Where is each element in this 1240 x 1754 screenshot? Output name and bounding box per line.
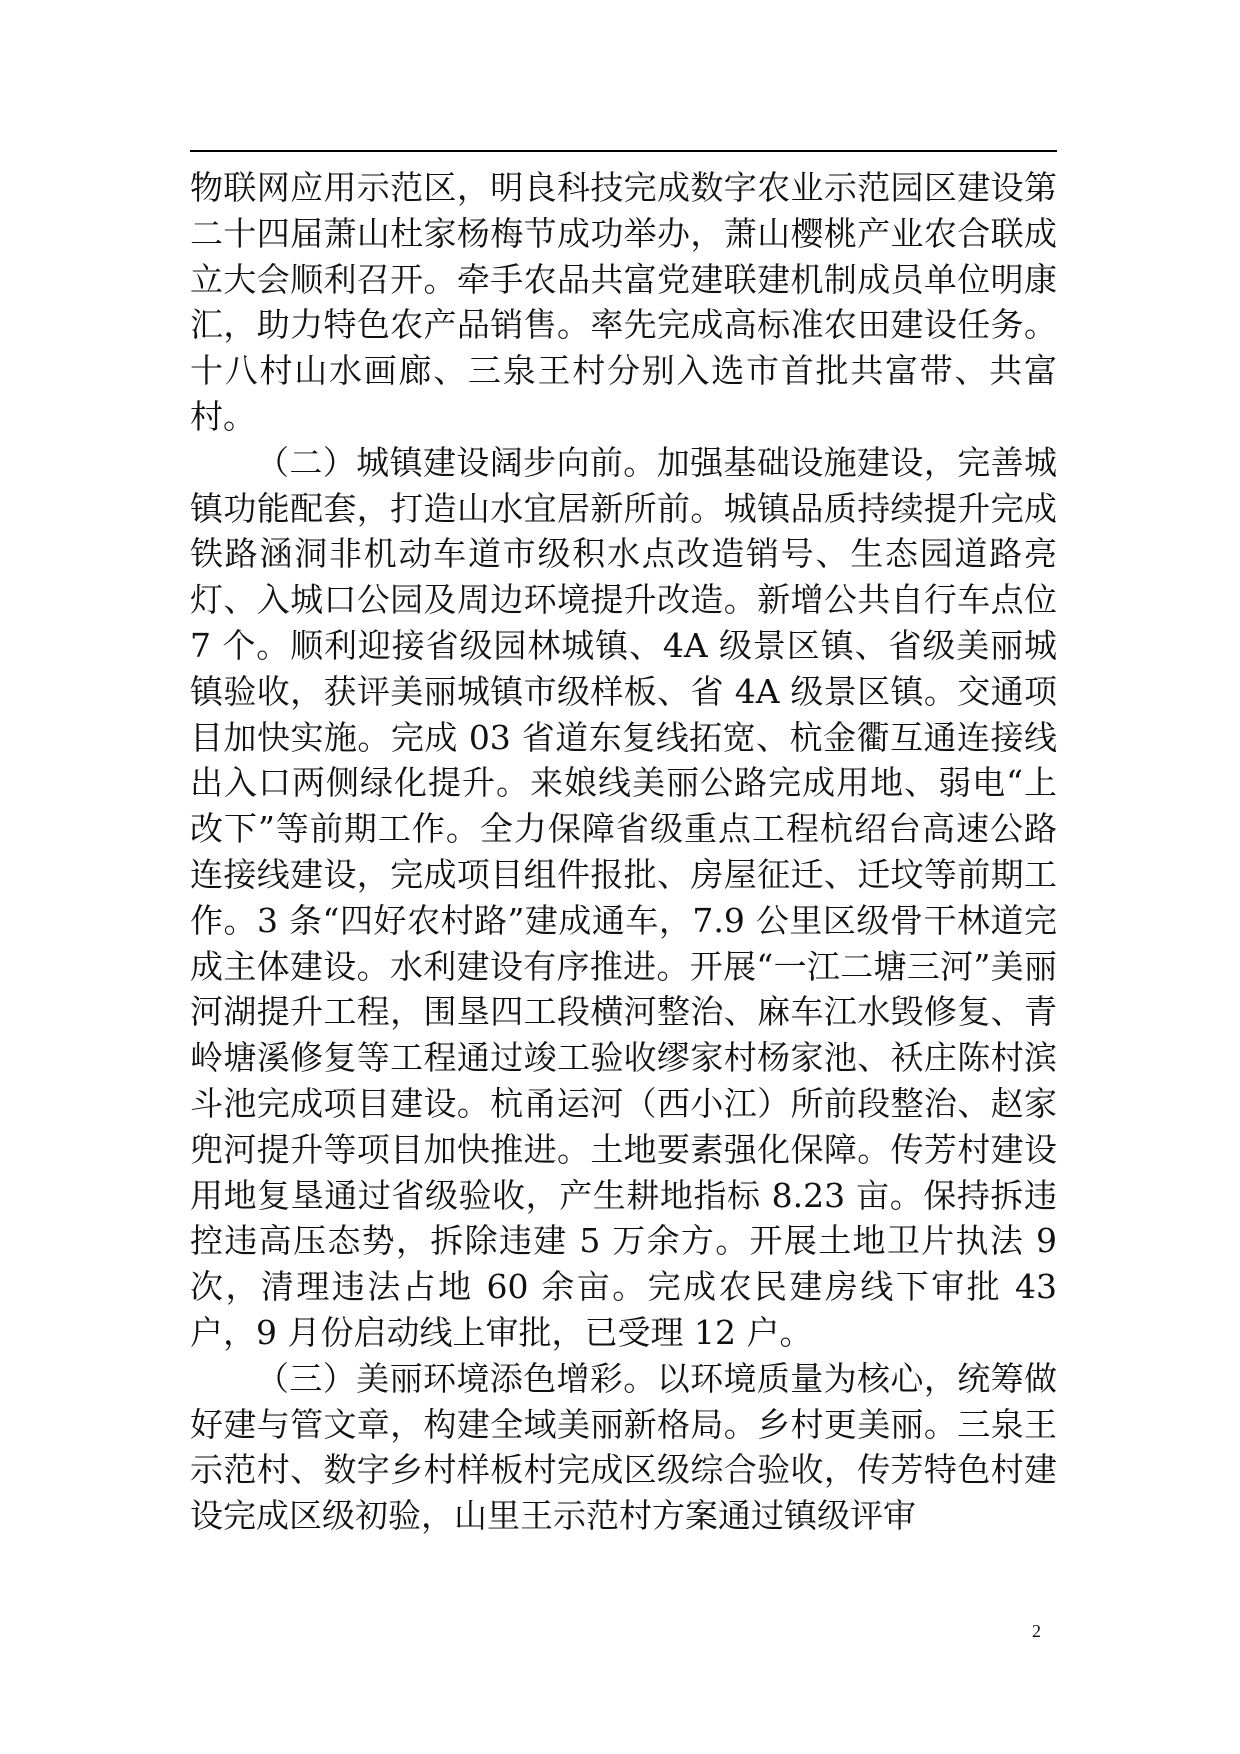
paragraph-town-construction: （二）城镇建设阔步向前。加强基础设施建设，完善城镇功能配套，打造山水宜居新所前。城镇品质持续提升完成铁路涵洞非机动车道市级积水点改造销号、生态园道路亮灯、入城口公园及周边环境提升改造。新增公共自行车点位 7 个。顺利迎接省级园林城镇、4A 级景区镇、省级美丽城镇验收，获评美丽城镇市级样板、省 4A 级景区镇。交通项目加快实施。完成 03 省道东复线拓宽、杭金衢互通连接线出入口两侧绿化提升。来娘线美丽公路完成用地、弱电“上改下”等前期工作。全力保障省级重点工程杭绍台高速公路连接线建设，完成项目组件报批、房屋征迁、迁坟等前期工作。3 条“四好农村路”建成通车，7.9 公里区级骨干林道完成主体建设。水利建设有序推进。开展“一江二塘三河”美丽河湖提升工程，围垦四工段横河整治、麻车江水毁修复、青岭塘溪修复等工程通过竣工验收缪家村杨家池、袄庄陈村滨斗池完成项目建设。杭甬运河（西小江）所前段整治、赵家兜河提升等项目加快推进。土地要素强化保障。传芳村建设用地复垦通过省级验收，产生耕地指标 8.23 亩。保持拆违控违高压态势，拆除违建 5 万余方。开展土地卫片执法 9 次，清理违法占地 60 余亩。完成农民建房线下审批 43 户，9 月份启动线上审批，已受理 12 户。 (190, 442, 1057, 1352)
header-rule (190, 150, 1057, 152)
paragraph-beautiful-environment: （三）美丽环境添色增彩。以环境质量为核心，统筹做好建与管文章，构建全域美丽新格局。乡村更美丽。三泉王示范村、数字乡村样板村完成区级综合验收，传芳特色村建设完成区级初验，山里王示范村方案通过镇级评审 (190, 1358, 1057, 1536)
page-number: 2 (1032, 1621, 1041, 1641)
document-body (190, 165, 1057, 1539)
paragraph-continuation: 物联网应用示范区，明良科技完成数字农业示范园区建设第二十四届萧山杜家杨梅节成功举办，萧山樱桃产业农合联成立大会顺利召开。牵手农品共富党建联建机制成员单位明康汇，助力特色农产品销售。率先完成高标准农田建设任务。十八村山水画廊、三泉王村分别入选市首批共富带、共富村。 (190, 168, 1057, 436)
